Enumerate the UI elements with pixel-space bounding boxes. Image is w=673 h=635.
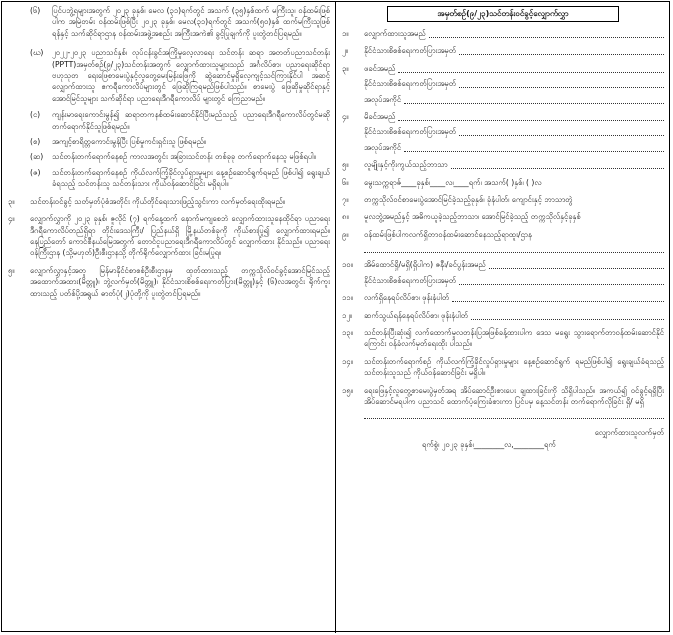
nrc-input-line[interactable] bbox=[459, 45, 664, 55]
paragraph-number: ၃။ bbox=[8, 196, 15, 206]
field-label: အလုပ်အကိုင် bbox=[364, 142, 402, 152]
field-label: နိုင်ငံသားစိစစ်ရေးကတ်ပြားအမှတ် bbox=[364, 275, 457, 285]
instruction-paragraph bbox=[8, 265, 330, 299]
item-text: ၂၀၂၂-၂၀၂၃ ပညာသင်နှစ်၊ လုပ်ငန်းခွင်အကြိုမှုလေ့လာရေး သင်တန်း ဆရာ အတတ်ပညာသင်တန်း (PPTT)အမှတ်စဉ်(၉/၂၃)သင်တန်းအတွက် လျှောက်ထားသူများသည် အင်္ဂလိပ်စာ၊ ပညာရေးဆိုင်ရာ ဗဟုသုတ ရေးဖြေစာမေးပွဲနှင့်လူတွေ့မေးမြန်းဖြေကို ဆွဲဆောင်မှုရှိလေ့ကျင့်သင်ကြားနိုင်ပါ အဆင့် လျှောက်ထားသူ ဧကရီကောလိပ်များတွင် ဖြေဆိုကြရမည်ဖြစ်ပါသည်။ စာမေးပွဲ ဖြေဆိုမှုဆိုင်ရာနှင့် အောင်မြင်သူများ သက်ဆိုင်ရာ ပညာရေးဒီဂရီကောလိပ် များတွင် ကြေညာမည်။ bbox=[52, 48, 330, 103]
condition-item bbox=[30, 109, 330, 132]
mother-name-input-line[interactable] bbox=[398, 111, 664, 121]
form-title: အမှတ်စဉ်(၉/၂၃)သင်တန်းဝင်ခွင့်လျှောက်လွှာ bbox=[387, 6, 619, 22]
form-field bbox=[342, 356, 664, 379]
item-number: (၆) bbox=[30, 6, 41, 15]
form-field bbox=[364, 126, 664, 137]
form-field bbox=[364, 78, 664, 89]
item-number: (င) bbox=[30, 110, 41, 120]
field-label: မူလဘွဲ့အမည်နှင့် အဓိကယူခဲ့သည့်ဘာသာ၊ အောင်မြင်ခဲ့သည့် တက္ကသိုလ်နှင့်ခုနှစ် bbox=[364, 212, 581, 222]
condition-item bbox=[30, 167, 330, 190]
condition-item bbox=[30, 151, 330, 162]
field-label: လက်ရှိနေရပ်လိပ်စာ၊ ဖုန်းနံပါတ် bbox=[364, 293, 450, 303]
form-field bbox=[342, 292, 664, 303]
field-label: အလုပ်အကိုင် bbox=[364, 94, 402, 104]
field-label: နိုင်ငံသားစိစစ်ရေးကတ်ပြားအမှတ် bbox=[364, 79, 457, 89]
mother-nrc-input-line[interactable] bbox=[459, 126, 664, 136]
signature-label: လျှောက်ထားသူလက်မှတ် bbox=[594, 428, 664, 438]
position-input-line[interactable] bbox=[364, 243, 664, 253]
form-field bbox=[342, 111, 664, 122]
race-religion-input-line[interactable] bbox=[451, 159, 664, 169]
field-number: ၄။ bbox=[342, 112, 349, 122]
date-line[interactable]: ရက်စွဲ၊ ၂၀၂၃ ခုနှစ်၊________လ,________ရက် bbox=[422, 439, 556, 449]
contact-address-input-line[interactable] bbox=[471, 310, 664, 320]
item-number: (ဆ) bbox=[30, 152, 44, 162]
field-label: ဆက်သွယ်ရန်နေရပ်လိပ်စာ၊ ဖုန်းနံပါတ် bbox=[364, 310, 469, 320]
spouse-nrc-input-line[interactable] bbox=[459, 275, 664, 285]
mother-occupation-input-line[interactable] bbox=[404, 142, 664, 152]
father-occupation-input-line[interactable] bbox=[404, 94, 664, 104]
condition-item bbox=[30, 136, 330, 147]
form-field bbox=[342, 45, 664, 56]
field-number: ၁။ bbox=[342, 29, 349, 38]
current-address-input-line[interactable] bbox=[452, 292, 664, 302]
instruction-paragraph bbox=[8, 213, 330, 259]
paragraph-text: လျှောက်လွှာနှင့်အတူ မြန်မာနိုင်ငံစာစစ်ဦးစီးဌာနမှ ထုတ်ထားသည့် တက္ကသိုလ်ဝင်ခွင့်အောင်မြင်သည့် အထောက်အထား(မိတ္တူ)၊ ဘွဲ့လက်မှတ်(မိတ္တူ)၊ နိုင်ငံသားစိစစ်ရေးကတ်ပြား(မိတ္တူ)နှင့် (၆)လအတွင်း ရိုက်ကူးထားသည့် ပတ်စ်ပို့အရွယ် ဓာတ်ပုံ(၂)ပုံတို့ကို ပူးတွဲတင်ပြရမည်။ bbox=[30, 265, 330, 298]
field-label: မွေးသက္ကရာဇ်____ခုနှစ်၊____လ၊____ရက်၊ အသက်( )နှစ်၊ ( )လ bbox=[364, 177, 542, 187]
field-number: ၅။ bbox=[342, 160, 349, 170]
field-number: ၁၂။ bbox=[342, 310, 353, 320]
left-column bbox=[8, 5, 330, 299]
field-label: သင်တန်းတက်ရောက်စဉ် ကိုယ်လက်ကြံ့ခိုင်လှုပ်ရှားမှုများ နေ့စဉ်ဆောင်ရွက် ရမည်ဖြစ်ပါ၍ ရွေးချယ်ခံရသည့် သင်တန်းသူသည် ကိုယ်ဝန်ဆောင်ခြင်း မရှိပါ။ bbox=[364, 356, 664, 378]
field-label: နိုင်ငံသားစိစစ်ရေးကတ်ပြားအမှတ် bbox=[364, 46, 457, 56]
form-field bbox=[342, 327, 664, 350]
paragraph-text: သင်တန်းဝင်ခွင့် သတ်မှတ်ပုံစံအတိုင်း ကိုယ်တိုင်ရေးသားဖြည့်သွင်းကာ လက်မှတ်ရေးထိုးရမည်။ bbox=[30, 196, 286, 206]
paragraph-number: ၄။ bbox=[8, 214, 15, 224]
item-number: (ဇ) bbox=[30, 167, 41, 177]
form-field bbox=[342, 229, 664, 240]
form-field bbox=[364, 409, 664, 419]
field-number: ၈။ bbox=[342, 212, 349, 222]
field-number: ၆။ bbox=[342, 177, 349, 187]
form-field bbox=[342, 177, 664, 188]
form-field bbox=[364, 243, 664, 253]
item-text: သင်တန်းတက်ရောက်နေစဉ် ကာလအတွင်း အခြားသင်တန်း တစ်ခုခု တက်ရောက်နေသူ မဖြစ်ရပါ။ bbox=[52, 152, 316, 162]
form-field bbox=[364, 275, 664, 286]
field-label: နိုင်ငံသားစိစစ်ရေးကတ်ပြားအမှတ် bbox=[364, 127, 457, 137]
father-name-input-line[interactable] bbox=[398, 63, 664, 73]
form-field bbox=[364, 94, 664, 105]
paragraph-number: ၅။ bbox=[8, 265, 15, 275]
field-label: လျှောက်ထားသူအမည် bbox=[364, 29, 426, 38]
column-divider bbox=[335, 1, 336, 633]
spouse-name-input-line[interactable] bbox=[489, 259, 664, 269]
form-field bbox=[342, 159, 664, 170]
name-input-line[interactable] bbox=[429, 28, 664, 38]
field-number: ၉။ bbox=[342, 229, 349, 239]
condition-item bbox=[30, 47, 330, 104]
form-field bbox=[364, 142, 664, 153]
right-column bbox=[342, 5, 664, 450]
form-field bbox=[342, 310, 664, 321]
field-label: ဝန်ထမ်းဖြစ်ပါကလက်ရှိတာဝန်ထမ်းဆောင်နေသည့်ရာထူး/ဌာန bbox=[364, 229, 532, 239]
form-field bbox=[342, 259, 664, 270]
field-label: ဖခင်အမည် bbox=[364, 63, 396, 73]
field-label: လူမျိုးနှင့်ကိုးကွယ်သည့်ဘာသာ bbox=[364, 160, 448, 170]
item-text: သင်တန်းတက်ရောက်နေစဉ် ကိုယ်လက်ကြံ့ခိုင်လှုပ်ရှားမှုများ နေ့စဉ်ဆောင်ရွက်ရမည် ဖြစ်ပါ၍ ရွေးချယ်ခံရသည့် သင်တန်းသူ သင်တန်းသား ကိုယ်ဝန်ဆောင်ခြင်း မရှိရပါ။ bbox=[52, 167, 330, 189]
field-number: ၁၀။ bbox=[342, 260, 353, 270]
father-nrc-input-line[interactable] bbox=[459, 78, 664, 88]
field-number: ၂။ bbox=[342, 46, 349, 56]
form-field bbox=[342, 211, 664, 222]
form-field bbox=[342, 28, 664, 39]
field-label: ရေးဖြေနှင့်လူတွေ့စာမေးပွဲမှတ်အရ အိပ်ဆောင်ဦးစားပေး ချထားခြင်းကို သိရှိပါသည်။ အကယ်၍ ဝင်ခွင့်ရရှိပြီး အိပ်ဆောင်မရပါက ပညာသင် ထောက်ပံ့ကြေးခံစားကာ ပြင်ပမှ နေ့သင်တန်း တက်ရောက်လိုခြင်း ရှိ/ မရှိ bbox=[364, 385, 664, 406]
condition-item bbox=[30, 5, 330, 39]
field-number: ၇။ bbox=[342, 195, 349, 205]
form-field bbox=[342, 63, 664, 74]
form-field bbox=[342, 385, 664, 408]
day-school-choice-input-line[interactable] bbox=[364, 409, 664, 419]
field-number: ၁၁။ bbox=[342, 293, 353, 303]
field-label: အိမ်ထောင်ရှိ/မရှိ(ရှိပါက) ဇနီး/ခင်ပွန်းအမည် bbox=[364, 260, 486, 270]
instruction-paragraph bbox=[8, 196, 330, 207]
item-number: (ဃ) bbox=[30, 48, 44, 58]
field-number: ၃။ bbox=[342, 63, 349, 73]
field-number: ၁၃။ bbox=[342, 327, 353, 337]
field-number: ၁၄။ bbox=[342, 356, 353, 366]
paragraph-text: လျှောက်လွှာကို ၂၀၂၃ ခုနှစ်၊ ဇူလိုင် (၇) ရက်နေ့ထက် နောက်မကျစေဘဲ လျှောက်ထားသူနေထိုင်ရာ ပညာရေးဒီဂရီကောလိပ်တည်ရှိရာ တိုင်းဒေသကြီး/ ပြည်နယ်ရှိ မြို့နယ်တစ်ခုကို ကိုယ်စားပြု၍ လျှောက်ထားရမည်။ နေပြည်တော် ကောင်စီနယ်မြေအတွက် တောင်ငူပညာရေးဒီဂရီကောလိပ်တွင် လျှောက်ထား နိုင်သည်။ ပညာရေးဝန်ကြီးဌာန (သို့မဟုတ်)ဦးစီးဌာနသို့ တိုက်ရိုက်လျှောက်ထား ခြင်းမပြုရ။ bbox=[30, 214, 330, 258]
item-text: ကျန်းမာရေးကောင်းမွန်၍ ဆရာတကနစ်ထမ်းဆောင်နိုင်ပြီးမည်သည့် ပညာရေးဒီဂရီကောလိပ်တွင်မဆို တက်ရောက်နိုင်သူဖြစ်ရမည်။ bbox=[52, 110, 330, 131]
field-label: တက္ကသိုလ်ဝင်စာမေးပွဲအောင်မြင်ခဲ့သည့်ခုနှစ်၊ ခုံနံပါတ်၊ ကျောင်းနှင့် ဘာသာတွဲ bbox=[364, 195, 573, 205]
item-number: (စ) bbox=[30, 137, 41, 147]
field-number: ၁၅။ bbox=[342, 385, 353, 395]
field-label: သင်တန်းပြီးဆုံး၍ လက်ထောက်မူလတန်းပြအဖြစ်ခန့်ထားပါက ဒေသ မရွေး သွားရောက်တာဝန်ထမ်းဆောင်နိုင်ကြောင်း ဝန်ခံလက်မှတ်ရေးထိုး ပါသည်။ bbox=[364, 327, 664, 349]
item-text: အကျင့်စာရိတ္တကောင်းမွန်ပြီး ပြစ်မှုကင်းရှင်းသူ ဖြစ်ရမည်။ bbox=[52, 137, 207, 147]
item-text: ပြင်ပဘွဲ့ရများအတွက် ၂၀၂၃ ခုနှစ်၊ မေလ (၃၁)ရက်တွင် အသက် (၃၅)နှစ်ထက် မကြီးသူ၊ ဝန်ထမ်းဖြစ်ပါက အမြဲတမ်း ဝန်ထမ်းဖြစ်ပြီး ၂၀၂၃ ခုနှစ်၊ မေလ(၃၁)ရက်တွင် အသက်(၅၀)နှစ် ထက်မကြီးသူဖြစ်ရန်နှင့် သက်ဆိုင်ရာဌာန ဝန်ထမ်းအဖွဲ့အစည်း အကြီးအကဲ၏ ခွင့်ပြုချက်ကို ပူးတွဲတင်ပြရမည်။ bbox=[52, 6, 330, 38]
form-field bbox=[342, 194, 664, 205]
field-label: မိခင်အမည် bbox=[364, 112, 396, 122]
